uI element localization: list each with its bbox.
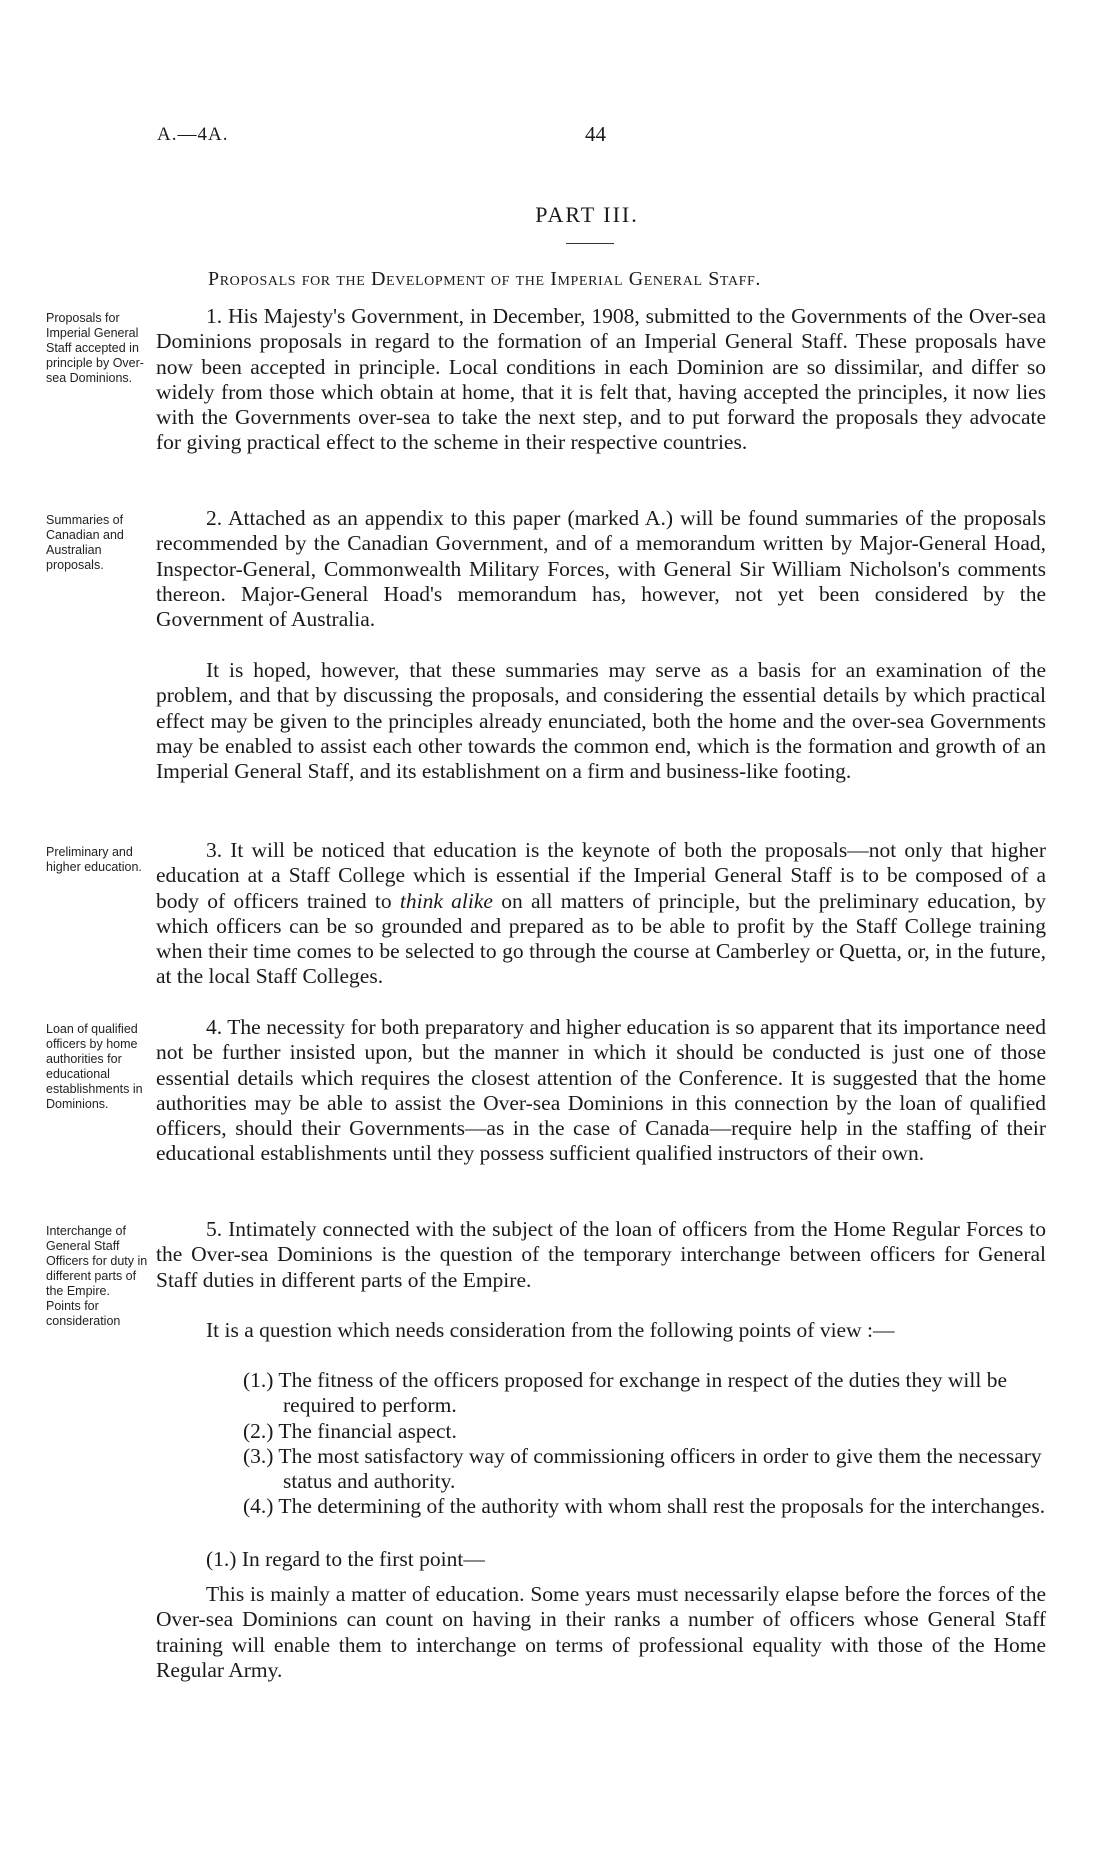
point-item: (2.) The financial aspect. [243,1418,457,1443]
first-point-block [156,1547,1046,1572]
paragraph-3 [156,838,1046,990]
point-item: (4.) The determining of the authority with whom shall rest the proposals for the interchanges. [243,1494,1046,1519]
point-item: (1.) The fitness of the officers proposed for exchange in respect of the duties they will be required to perform. [243,1368,1008,1418]
margin-note-proposals: Proposals for Imperial General Staff accepted in principle by Over-sea Dominions. [46,311,144,385]
paragraph-5b: It is a question which needs consideration from the following points of view :— [206,1318,895,1342]
point-item: (3.) The most satisfactory way of commissioning officers in order to give them the necessary status and authority. [243,1443,1042,1494]
margin-note-loan: Loan of qualified officers by home authorities for educational establishments in Dominions. [46,1022,143,1111]
page-number: 44 [585,122,606,146]
part-title: PART III. [535,202,639,227]
paragraph-1-block [156,304,1046,456]
paragraph-2-block [156,506,1046,632]
paragraph-1: 1. His Majesty's Government, in December, 1908, submitted to the Governments of the Over-sea Dominions proposals in regard to the formation of an Imperial General Staff. These proposals have now been accepted in principle. Local conditions in each Dominion are so dissimilar, and differ so widely from those which obtain at home, that it is felt that, having accepted the principles, it now lies with the Governments over-sea to take the next step, and to put forward the proposals they advocate for giving practical effect to the scheme in their respective countries. [156,304,1046,455]
paragraph-3-text-a: 3. It will be noticed that education is the keynote of both the proposals—not only that higher education at a Staff College which is essential if the Imperial General Staff is to be composed of a body of officers trained to [156,838,1046,913]
paragraph-5: 5. Intimately connected with the subject of the loan of officers from the Home Regular Forces to the Over-sea Dominions is the question of the temporary interchange between officers for General Staff duties in different parts of the Empire. [156,1217,1046,1292]
page-reference: A.—4A. [157,124,229,145]
paragraph-5b-block [156,1318,1046,1343]
title-rule [566,243,614,244]
points-list [156,1368,1046,1520]
paragraph-4: 4. The necessity for both preparatory and higher education is so apparent that its importance need not be further insisted upon, but the manner in which it should be conducted is just one of those essential details which requires the closest attention of the Conference. It is suggested that the home authorities may be able to assist the Over-sea Dominions in this connection by the loan of qualified officers, should their Governments—as in the case of Canada—require help in the staffing of their educational establishments until they possess sufficient qualified instructors of their own. [156,1015,1046,1166]
paragraph-3-text-b: on all matters of principle, but the preliminary education, by which officers can be so grounded and prepared as to be able to profit by the Staff College training when their time comes to be selected to go through the course at Camberley or Quetta, or, in the future, at the local Staff Colleges. [156,888,1046,989]
margin-note-education: Preliminary and higher education. [46,845,142,874]
paragraph-2b-block [156,658,1046,784]
first-point-heading: (1.) In regard to the first point— [206,1547,485,1571]
paragraph-3-block [156,838,1046,990]
closing-paragraph: This is mainly a matter of education. Some years must necessarily elapse before the forces of the Over-sea Dominions can count on having in their ranks a number of officers whose General Staff training will enable them to interchange on terms of professional equality with those of the Home Regular Army. [156,1582,1046,1682]
paragraph-4-block [156,1015,1046,1167]
margin-note-interchange: Interchange of General Staff Officers for duty in different parts of the Empire. Points for consideration [46,1224,148,1328]
paragraph-3-emphasis: think alike [399,888,493,913]
paragraph-2: 2. Attached as an appendix to this paper (marked A.) will be found summaries of the proposals recommended by the Canadian Government, and of a memorandum written by Major-General Hoad, Inspector-General, Commonwealth Military Forces, with General Sir William Nicholson's comments thereon. Major-General Hoad's memorandum has, however, not yet been considered by the Government of Australia. [156,506,1046,632]
paragraph-5-block [156,1217,1046,1293]
section-subtitle: Proposals for the Development of the Imperial General Staff. [208,268,762,290]
margin-note-summaries: Summaries of Canadian and Australian proposals. [46,513,124,572]
closing-block [156,1582,1046,1683]
paragraph-2b: It is hoped, however, that these summaries may serve as a basis for an examination of the problem, and that by discussing the proposals, and considering the essential details by which practical effect may be given to the principles already enunciated, both the home and the over-sea Governments may be enabled to assist each other towards the common end, which is the formation and growth of an Imperial General Staff, and its establishment on a firm and business-like footing. [156,658,1046,784]
